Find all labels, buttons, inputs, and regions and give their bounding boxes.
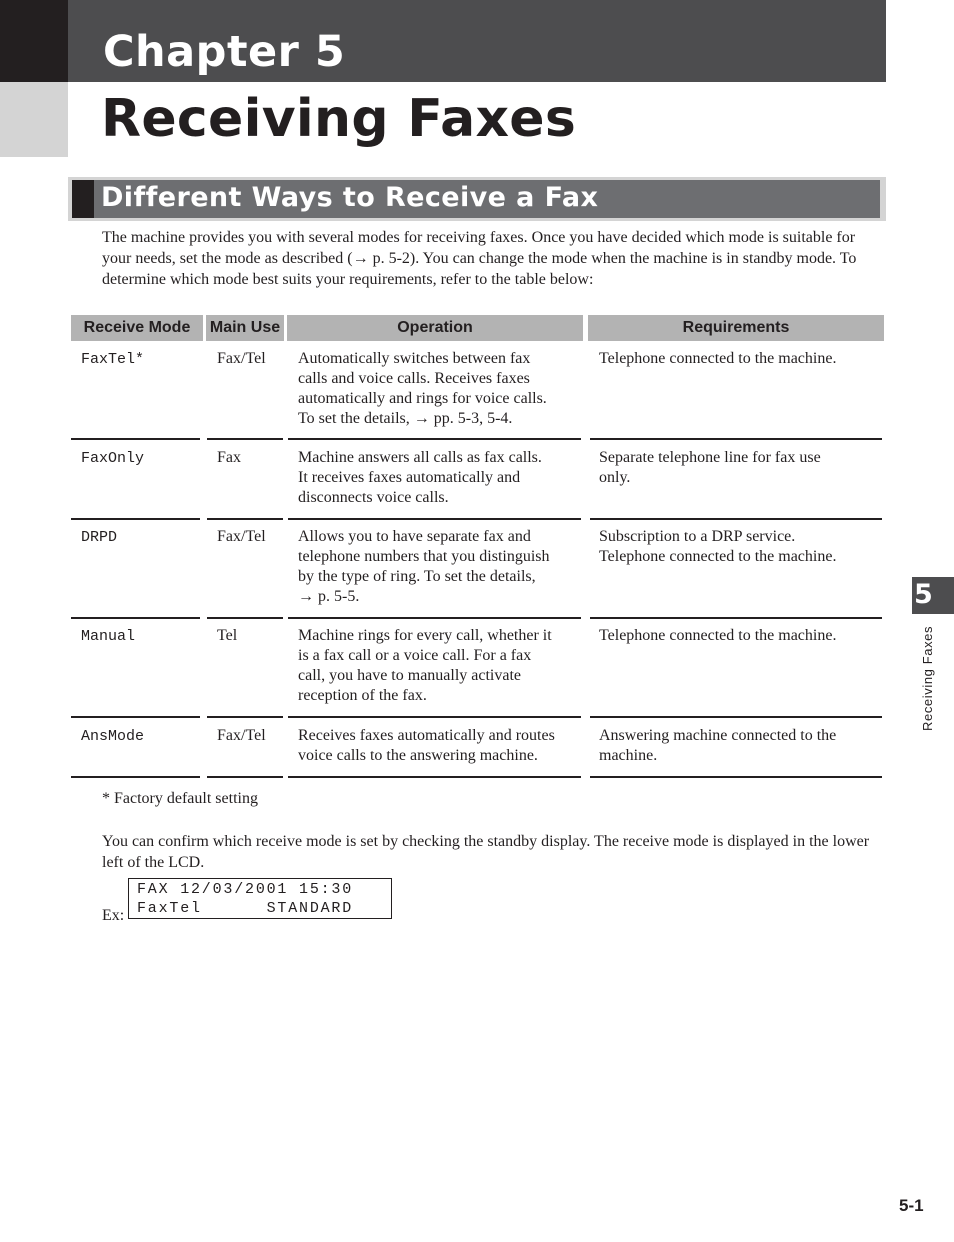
operation-line: Allows you to have separate fax and (298, 528, 531, 545)
requirements-line: Telephone connected to the machine. (599, 548, 837, 565)
cell-receive-mode: DRPD (81, 529, 118, 546)
cell-receive-mode: FaxTel* (81, 351, 145, 368)
operation-line: reception of the fax. (298, 687, 427, 704)
operation-line: It receives faxes automatically and (298, 469, 521, 486)
operation-line: by the type of ring. To set the details, (298, 568, 536, 585)
operation-line: calls and voice calls. Receives faxes (298, 370, 530, 387)
operation-line: automatically and rings for voice calls. (298, 390, 547, 407)
example-label: Ex: (102, 907, 125, 924)
operation-line: To set the details, → pp. 5-3, 5-4. (298, 410, 513, 427)
row-divider (590, 518, 882, 520)
operation-line: call, you have to manually activate (298, 667, 522, 684)
row-divider (288, 716, 581, 718)
row-divider (288, 518, 581, 520)
row-divider (590, 438, 882, 440)
intro-paragraph: The machine provides you with several modes for receiving faxes. Once you have decided which mode is suitable for your needs, set the mode as described (→ p. 5-2). You can change the mode when the machine is in standby mode. To determine which mode best suits your requirements, refer to the table below: (102, 229, 857, 288)
row-divider (207, 617, 283, 619)
row-divider (590, 716, 882, 718)
row-divider (207, 438, 283, 440)
lcd-line-1: FAX 12/03/2001 15:30 (137, 881, 354, 898)
cell-main-use: Tel (217, 627, 238, 644)
requirements-line: Telephone connected to the machine. (599, 350, 837, 367)
cell-receive-mode: FaxOnly (81, 450, 145, 467)
page-title: Receiving Faxes (101, 89, 577, 149)
cell-requirements (599, 626, 884, 646)
cell-operation (298, 349, 583, 429)
column-header-receive-mode: Receive Mode (71, 315, 203, 341)
lcd-line-2: FaxTel STANDARD (137, 900, 354, 917)
row-divider (71, 438, 200, 440)
row-divider (288, 776, 581, 778)
row-divider (207, 776, 283, 778)
requirements-line: Answering machine connected to the (599, 727, 837, 744)
operation-line: disconnects voice calls. (298, 489, 449, 506)
cell-receive-mode: AnsMode (81, 728, 145, 745)
confirm-paragraph: You can confirm which receive mode is set by checking the standby display. The receive mode is displayed in the lower left of the LCD. (102, 833, 870, 871)
chapter-label: Chapter 5 (103, 27, 346, 77)
cell-operation (298, 448, 583, 508)
footnote: * Factory default setting (102, 790, 258, 807)
row-divider (207, 716, 283, 718)
page-number: 5-1 (899, 1196, 924, 1215)
column-header-requirements: Requirements (588, 315, 884, 341)
requirements-line: Telephone connected to the machine. (599, 627, 837, 644)
lcd-display-example (128, 878, 392, 919)
cell-main-use: Fax/Tel (217, 528, 266, 545)
cell-receive-mode: Manual (81, 628, 136, 645)
section-title: Different Ways to Receive a Fax (101, 182, 599, 213)
cell-main-use: Fax/Tel (217, 350, 266, 367)
operation-line: Machine answers all calls as fax calls. (298, 449, 542, 466)
cell-operation (298, 626, 583, 706)
column-header-main-use: Main Use (206, 315, 284, 341)
cell-main-use: Fax (217, 449, 241, 466)
cell-main-use: Fax/Tel (217, 727, 266, 744)
requirements-line: machine. (599, 747, 658, 764)
header-grey-tab (0, 82, 68, 157)
header-corner-block (0, 0, 68, 82)
cell-operation (298, 726, 583, 766)
row-divider (590, 617, 882, 619)
operation-line: Receives faxes automatically and routes (298, 727, 555, 744)
row-divider (207, 518, 283, 520)
row-divider (288, 617, 581, 619)
operation-line: Machine rings for every call, whether it (298, 627, 552, 644)
cell-requirements (599, 448, 884, 488)
requirements-line: Subscription to a DRP service. (599, 528, 796, 545)
requirements-line: Separate telephone line for fax use (599, 449, 821, 466)
cell-requirements (599, 349, 884, 369)
operation-line: telephone numbers that you distinguish (298, 548, 550, 565)
requirements-line: only. (599, 469, 631, 486)
column-header-operation: Operation (287, 315, 583, 341)
operation-line: → p. 5-5. (298, 588, 360, 605)
cell-requirements (599, 726, 884, 766)
cell-requirements (599, 527, 884, 567)
side-tab-number: 5 (914, 579, 933, 610)
section-header-marker (72, 180, 94, 218)
row-divider (71, 776, 200, 778)
row-divider (71, 716, 200, 718)
row-divider (590, 776, 882, 778)
operation-line: Automatically switches between fax (298, 350, 531, 367)
cell-operation (298, 527, 583, 607)
row-divider (71, 518, 200, 520)
side-tab-label: Receiving Faxes (920, 625, 935, 731)
operation-line: is a fax call or a voice call. For a fax (298, 647, 532, 664)
row-divider (71, 617, 200, 619)
operation-line: voice calls to the answering machine. (298, 747, 538, 764)
row-divider (288, 438, 581, 440)
